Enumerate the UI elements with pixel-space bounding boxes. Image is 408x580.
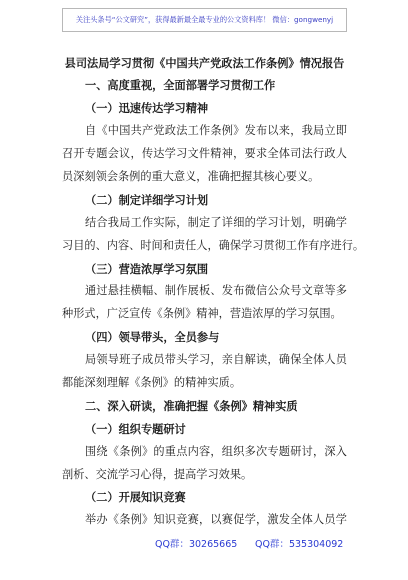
subsection-heading: （四）领导带头，全员参与 <box>85 330 220 345</box>
paragraph-line: 种形式，广泛宣传《条例》精神，营造浓厚的学习氛围。 <box>62 307 342 321</box>
paragraph-line: 结合我局工作实际，制定了详细的学习计划，明确学 <box>85 215 347 229</box>
subsection-heading: （二）开展知识竞赛 <box>85 490 186 505</box>
paragraph-line: 通过悬挂横幅、制作展板、发布微信公众号文章等多 <box>85 284 347 298</box>
document-title: 县司法局学习贯彻《中国共产党政法工作条例》情况报告 <box>64 55 345 70</box>
paragraph-line: 剖析、交流学习心得，提高学习效果。 <box>62 467 253 481</box>
subsection-heading: （一）组织专题研讨 <box>85 421 186 436</box>
subsection-heading: （二）制定详细学习计划 <box>85 192 209 207</box>
subsection-heading: （三）营造浓厚学习氛围 <box>85 261 209 276</box>
promo-banner <box>62 8 347 32</box>
promo-banner-text: 关注头条号“公文研究”，获得最新最全最专业的公文资料库！ 微信：gongwenyj <box>75 15 334 24</box>
paragraph-line: 习目的、内容、时间和责任人，确保学习贯彻工作有序进行。 <box>62 238 365 252</box>
paragraph-line: 举办《条例》知识竞赛，以赛促学，激发全体人员学 <box>85 513 347 527</box>
qq-group-2-text: QQ群：535304092 <box>255 539 344 550</box>
section-heading: 一、高度重视，全面部署学习贯彻工作 <box>85 78 276 93</box>
paragraph-line: 局领导班子成员带头学习，亲自解读，确保全体人员 <box>85 353 347 367</box>
paragraph-line: 都能深刻理解《条例》的精神实质。 <box>62 375 242 389</box>
paragraph-line: 召开专题会议，传达学习文件精神，要求全体司法行政人 <box>62 147 347 161</box>
subsection-heading: （一）迅速传达学习精神 <box>85 101 209 116</box>
section-heading: 二、深入研读，准确把握《条例》精神实质 <box>85 398 298 413</box>
paragraph-line: 员深刻领会条例的重大意义，准确把握其核心要义。 <box>62 169 320 183</box>
qq-group-1-text: QQ群：30265665 <box>155 539 238 550</box>
paragraph-line: 围绕《条例》的重点内容，组织多次专题研讨，深入 <box>85 444 347 458</box>
paragraph-line: 自《中国共产党政法工作条例》发布以来，我局立即 <box>85 124 347 138</box>
document-body <box>62 52 365 533</box>
